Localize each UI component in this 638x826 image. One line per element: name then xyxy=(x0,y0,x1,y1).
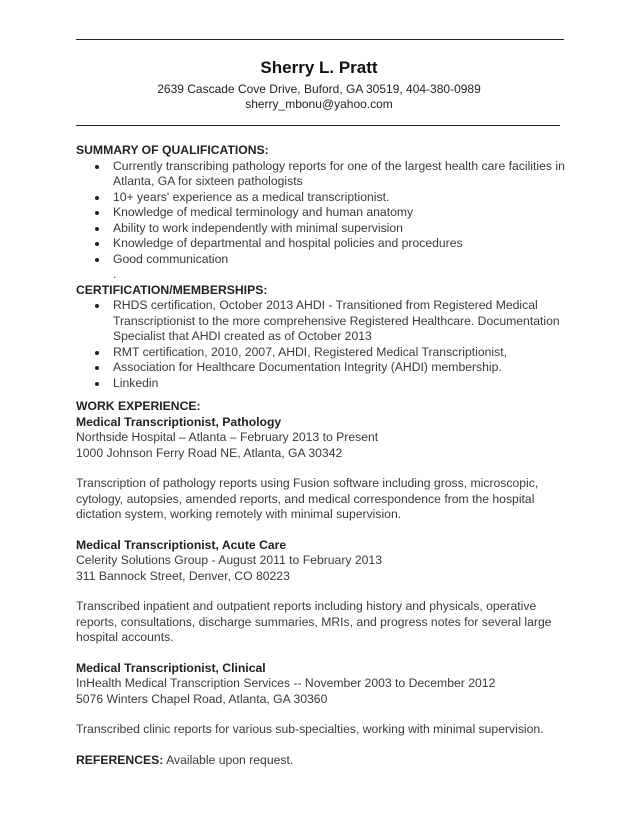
qualifications-list xyxy=(76,159,566,283)
job-address: 5076 Winters Chapel Road, Atlanta, GA 30360 xyxy=(76,691,328,706)
job-employer: Celerity Solutions Group - August 2011 to February 2013 xyxy=(76,553,382,567)
list-item: RHDS certification, October 2013 AHDI - Transitioned from Registered Medical Transcriptionist to the more comprehensive Registered Healthcare. Documentation Specialist that AHDI created as of October 2013 xyxy=(76,298,566,345)
list-trailing-dot: . xyxy=(113,267,117,281)
list-item: Ability to work independently with minimal supervision xyxy=(76,221,566,237)
list-item: Knowledge of medical terminology and human anatomy xyxy=(76,205,566,221)
list-item: Linkedin xyxy=(76,376,566,392)
resume-body xyxy=(76,143,566,768)
job-description: Transcription of pathology reports using Fusion software including gross, microscopic, cytology, autopsies, amended reports, and medical correspondence from the hospital dictation system, working remotely with minimal supervision. xyxy=(76,476,539,521)
job-title: Medical Transcriptionist, Acute Care xyxy=(76,537,287,552)
contact-address: 2639 Cascade Cove Drive, Buford, GA 30519, 404-380-0989 xyxy=(157,82,481,96)
references-text: Available upon request. xyxy=(166,752,294,767)
job-employer: InHealth Medical Transcription Services -- November 2003 to December 2012 xyxy=(76,676,496,690)
list-item: Good communication xyxy=(76,252,566,268)
list-item: Currently transcribing pathology reports for one of the largest health care facilities in Atlanta, GA for sixteen pathologists xyxy=(76,159,566,190)
job-description: Transcribed inpatient and outpatient reports including history and physicals, operative reports, consultations, discharge summaries, MRIs, and progress notes for several large hospital accounts. xyxy=(76,599,552,644)
contact-email: sherry_mbonu@yahoo.com xyxy=(245,97,393,111)
job-address: 311 Bannock Street, Denver, CO 80223 xyxy=(76,568,290,583)
certifications-list xyxy=(76,298,566,391)
job-title: Medical Transcriptionist, Pathology xyxy=(76,414,282,429)
job-address: 1000 Johnson Ferry Road NE, Atlanta, GA 30342 xyxy=(76,445,343,460)
top-divider xyxy=(76,39,564,40)
job-entry-clinical xyxy=(76,661,566,738)
header-divider xyxy=(76,125,560,126)
job-description: Transcribed clinic reports for various sub-specialties, working with minimal supervision. xyxy=(76,722,544,736)
job-entry-acute-care xyxy=(76,538,566,646)
certifications-heading: CERTIFICATION/MEMBERSHIPS: xyxy=(76,282,268,297)
references-label: REFERENCES: xyxy=(76,752,164,767)
job-entry-pathology xyxy=(76,415,566,523)
list-item: Association for Healthcare Documentation Integrity (AHDI) membership. xyxy=(76,360,566,376)
job-title: Medical Transcriptionist, Clinical xyxy=(76,660,266,675)
list-item: Knowledge of departmental and hospital policies and procedures xyxy=(76,236,566,252)
candidate-name: Sherry L. Pratt xyxy=(260,58,378,77)
qualifications-heading: SUMMARY OF QUALIFICATIONS: xyxy=(76,143,269,157)
job-employer: Northside Hospital – Atlanta – February 2013 to Present xyxy=(76,430,379,444)
references-line xyxy=(76,753,566,769)
work-heading: WORK EXPERIENCE: xyxy=(76,399,201,413)
list-item: 10+ years' experience as a medical transcriptionist. xyxy=(76,190,566,206)
list-item: RMT certification, 2010, 2007, AHDI, Registered Medical Transcriptionist, xyxy=(76,345,566,361)
